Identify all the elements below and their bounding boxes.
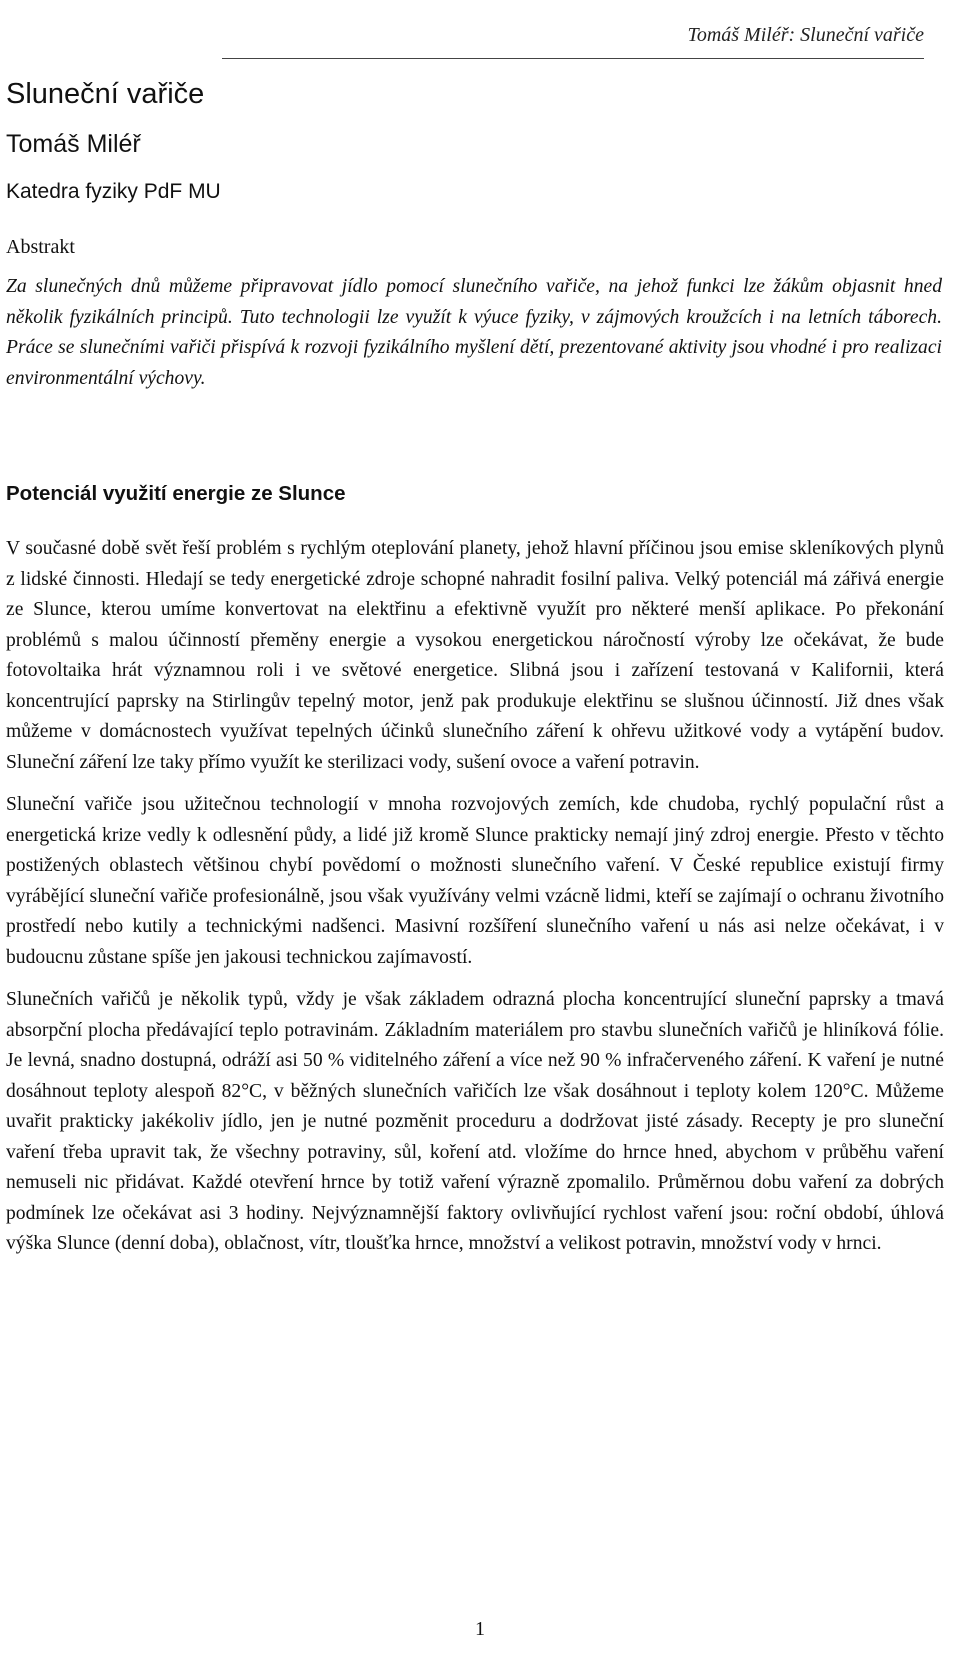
running-header: Tomáš Miléř: Sluneční vařiče [687,24,924,46]
abstract-text: Za slunečných dnů můžeme připravovat jídlo pomocí slunečního vařiče, na jehož funkci lze žákům objasnit hned několik fyzikálních principů. Tuto technologii lze využít k výuce fyziky, v zájmových kroužcích i na letních táborech. Práce se slunečními vařiči přispívá k rozvoji fyzikálního myšlení dětí, prezentované aktivity jsou vhodné i pro realizaci environmentální výchovy. [6,276,942,389]
paper-title: Sluneční vařiče [6,78,205,110]
body-paragraph: V současné době svět řeší problém s rychlým oteplování planety, jehož hlavní příčinou jsou emise skleníkových plynů z lidské činnosti. Hledají se tedy energetické zdroje schopné nahradit fosilní paliva. Velký potenciál má zářivá energie ze Slunce, kterou umíme konvertovat na elektřinu a efektivně využít pro některé menší aplikace. Po překonání problémů s malou účinností přeměny energie a vysokou energetickou náročností výroby lze očekávat, že bude fotovoltaika hrát významnou roli i ve světové energetice. Slibná jsou i zařízení testovaná v Kalifornii, která koncentrující paprsky na Stirlingův tepelný motor, jenž pak produkuje elektřinu se slušnou účinností. Již dnes však můžeme v domácnostech využívat tepelných účinků slunečního záření k ohřevu užitkové vody a vytápění budov. Sluneční záření lze taky přímo využít ke sterilizaci vody, sušení ovoce a vaření potravin. [6,538,944,773]
body-paragraph: Slunečních vařičů je několik typů, vždy je však základem odrazná plocha koncentrující sluneční paprsky a tmavá absorpční plocha předávající teplo potravinám. Základním materiálem pro stavbu slunečních vařičů je hliníková fólie. Je levná, snadno dostupná, odráží asi 50 % viditelného záření a více než 90 % infračerveného záření. K vaření je nutné dosáhnout teploty alespoň 82°C, v běžných slunečních vařičích lze však dosáhnout i teploty kolem 120°C. Můžeme uvařit prakticky jakékoliv jídlo, jen je nutné pozměnit proceduru a dodržovat jisté zásady. Recepty je pro sluneční vaření třeba upravit tak, že všechny potraviny, sůl, koření atd. vložíme do hrnce hned, abychom v průběhu vaření nemuseli nic přidávat. Každé otevření hrnce by totiž vaření výrazně zpomalilo. Průměrnou dobu vaření za dobrých podmínek lze očekávat asi 3 hodiny. Nejvýznamnější faktory ovlivňující rychlost vaření jsou: roční období, úhlová výška Slunce (denní doba), oblačnost, vítr, tloušťka hrnce, množství a velikost potravin, množství vody v hrnci. [6,989,944,1254]
section-heading: Potenciál využití energie ze Slunce [6,482,346,505]
abstract-heading: Abstrakt [6,236,75,258]
page-number: 1 [475,1618,485,1640]
body-paragraph: Sluneční vařiče jsou užitečnou technologií v mnoha rozvojových zemích, kde chudoba, rychlý populační růst a energetická krize vedly k odlesnění půdy, a lidé již kromě Slunce prakticky nemají jiný zdroj energie. Přesto v těchto postižených oblastech většinou chybí povědomí o možnosti slunečního vaření. V České republice existují firmy vyrábějící sluneční vařiče profesionálně, jsou však využívány velmi vzácně lidmi, kteří se zajímají o ochranu životního prostředí nebo kutily a technickými nadšenci. Masivní rozšíření slunečního vaření u nás asi nelze očekávat, i v budoucnu zůstane spíše jen jakousi technickou zajímavostí. [6,794,944,968]
author-name: Tomáš Miléř [6,130,141,158]
affiliation: Katedra fyziky PdF MU [6,180,221,203]
header-rule [222,58,924,59]
title-block [6,72,950,394]
section-body [6,534,944,1272]
